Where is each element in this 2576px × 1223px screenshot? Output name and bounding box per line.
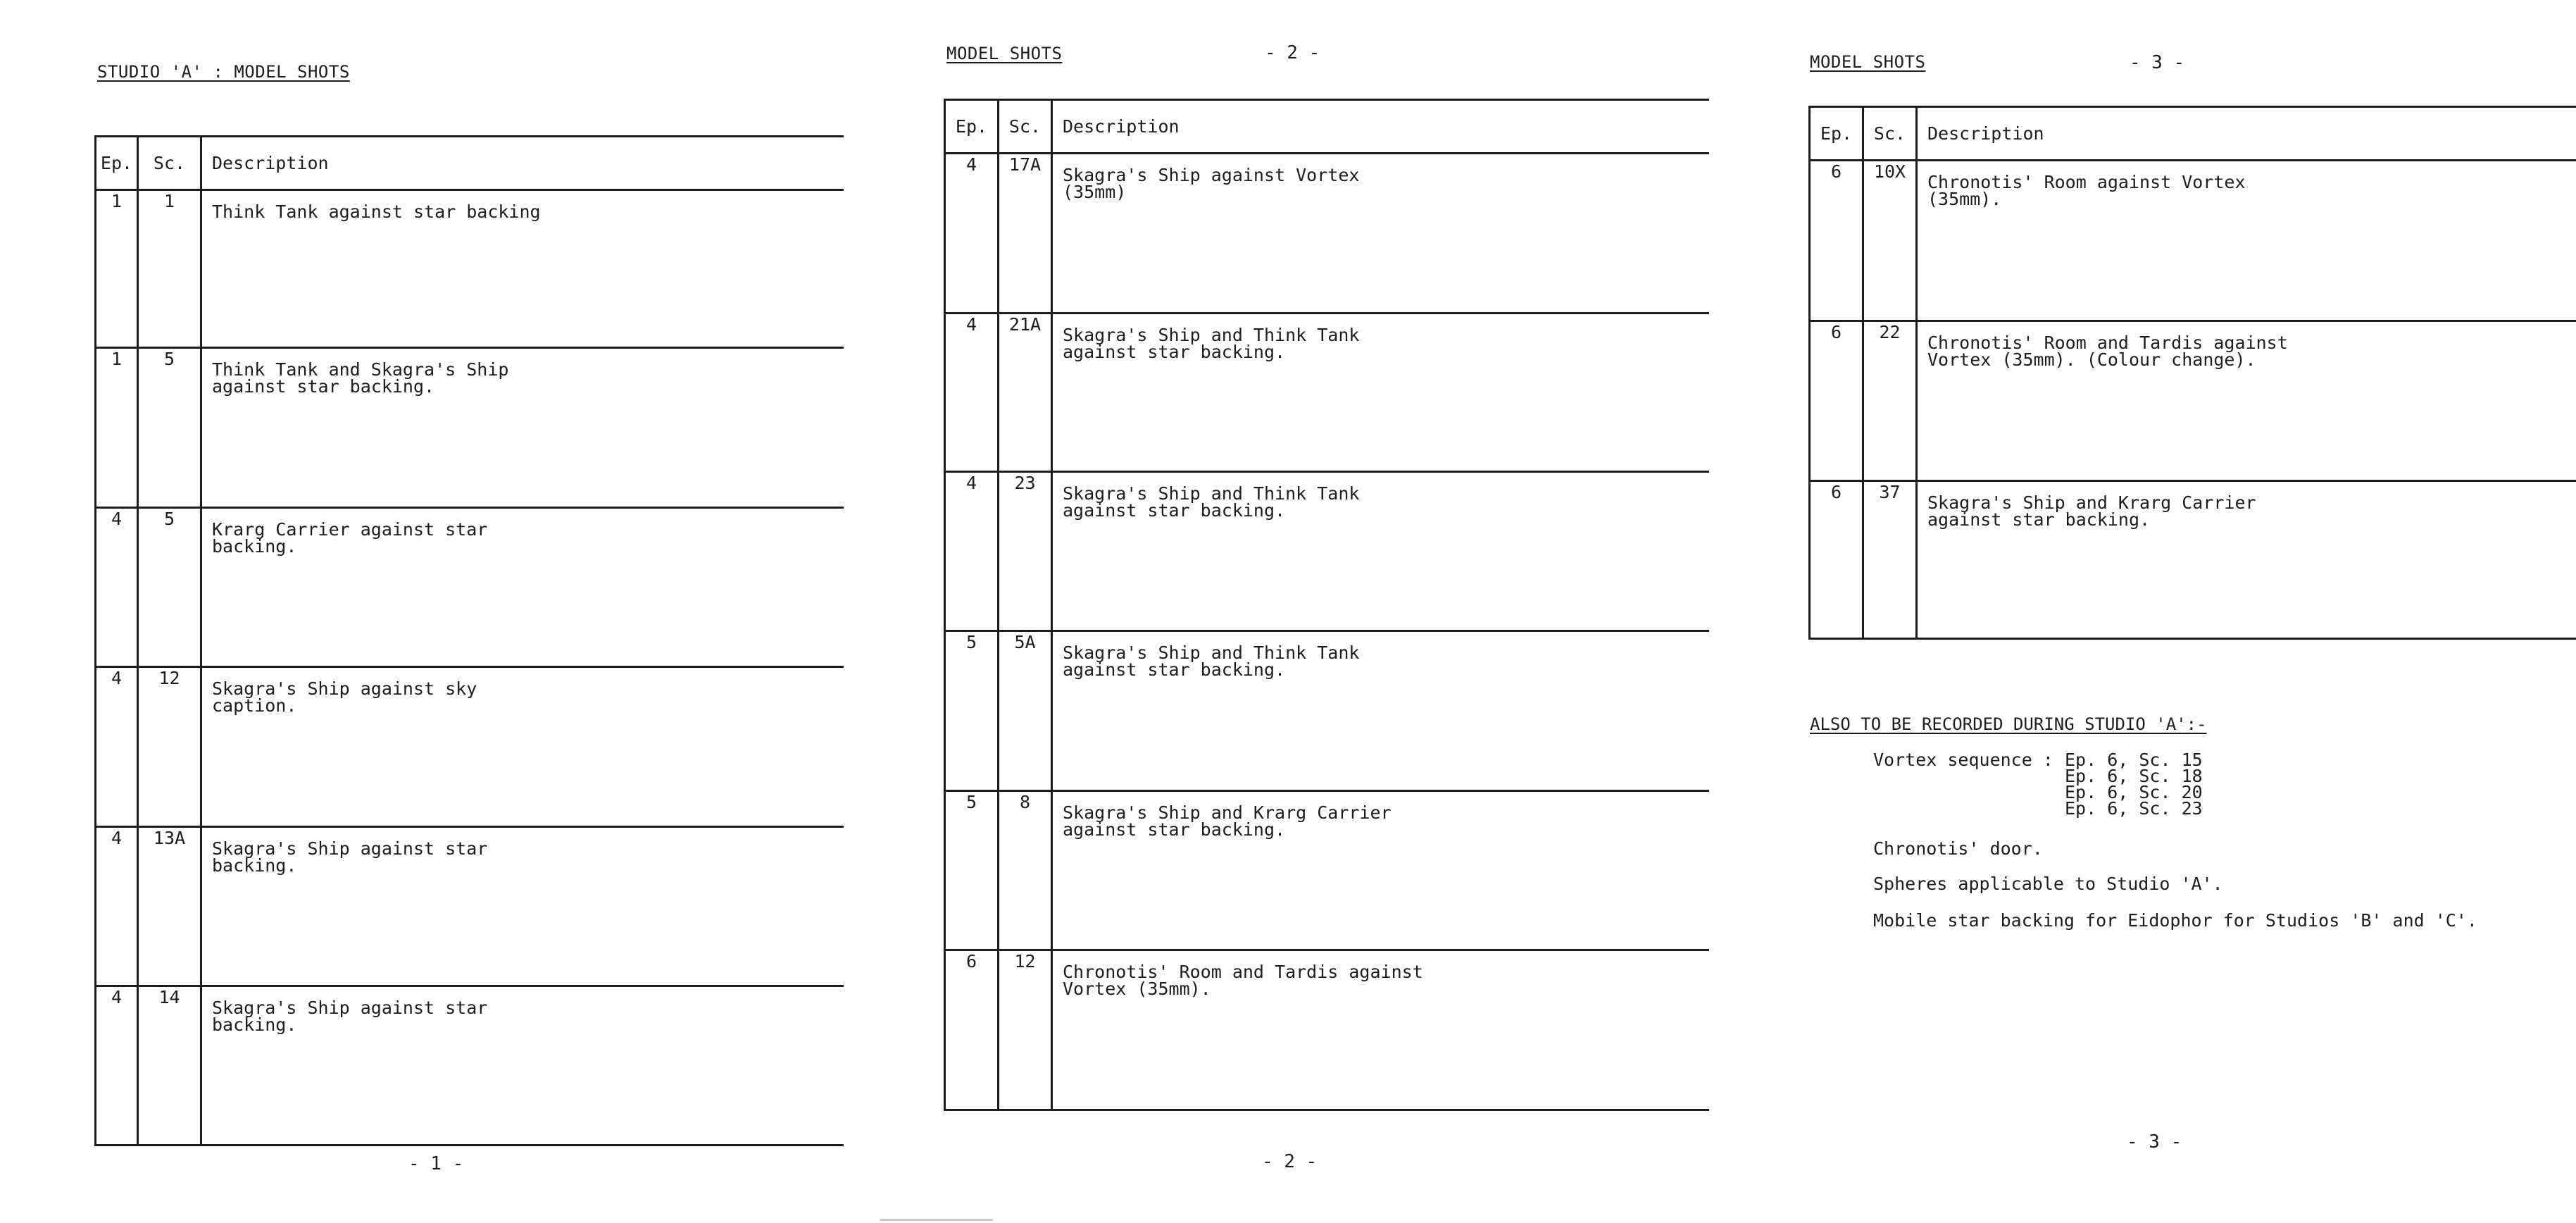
scene-cell: 37 (1863, 481, 1917, 639)
description-cell: Skagra's Ship against star backing. (201, 827, 844, 986)
col-header-description: Description (1917, 107, 2576, 161)
description-cell: Skagra's Ship and Think Tank against star backing. (1052, 631, 1710, 791)
table-row (96, 190, 844, 348)
model-shots-table (944, 99, 1709, 1111)
table-row (945, 154, 1710, 313)
table-row (96, 667, 844, 827)
episode-cell: 4 (96, 986, 138, 1146)
page-number-top: - 3 - (2130, 52, 2185, 73)
model-shots-table (1808, 106, 2576, 640)
page-number-top: - 2 - (1265, 42, 1320, 63)
description-cell: Think Tank and Skagra's Ship against star backing. (201, 348, 844, 508)
table-row (1810, 161, 2576, 321)
description-cell: Skagra's Ship and Krarg Carrier against star backing. (1917, 481, 2576, 639)
description-cell: Skagra's Ship and Think Tank against star backing. (1052, 313, 1710, 472)
description-cell: Chronotis' Room and Tardis against Vortex (35mm). (1052, 950, 1710, 1110)
description-cell: Skagra's Ship against sky caption. (201, 667, 844, 827)
episode-cell: 1 (96, 190, 138, 348)
col-header-sc: Sc. (1863, 107, 1917, 161)
note-item: Mobile star backing for Eidophor for Studios 'B' and 'C'. (1873, 910, 2477, 931)
col-header-description: Description (201, 137, 844, 190)
episode-cell: 4 (96, 827, 138, 986)
description-cell: Skagra's Ship and Think Tank against star backing. (1052, 472, 1710, 631)
scene-cell: 13A (138, 827, 201, 986)
vortex-sequence-item: Ep. 6, Sc. 15 (2065, 750, 2203, 770)
description-cell: Chronotis' Room against Vortex (35mm). (1917, 161, 2576, 321)
description-cell: Krarg Carrier against star backing. (201, 508, 844, 667)
episode-cell: 6 (1810, 481, 1863, 639)
scene-cell: 17A (999, 154, 1052, 313)
episode-cell: 4 (96, 508, 138, 667)
scene-cell: 12 (138, 667, 201, 827)
page-3 (1706, 0, 2576, 1223)
table-row (945, 950, 1710, 1110)
page-number-bottom: - 2 - (1262, 1151, 1318, 1172)
table-row (96, 986, 844, 1146)
table-row (945, 791, 1710, 950)
episode-cell: 4 (945, 154, 999, 313)
page-heading: MODEL SHOTS (946, 44, 1063, 63)
table-header-row (945, 100, 1710, 154)
scene-cell: 5 (138, 508, 201, 667)
description-cell: Chronotis' Room and Tardis against Vortex (35mm). (Colour change). (1917, 321, 2576, 481)
table-row (945, 313, 1710, 472)
episode-cell: 6 (945, 950, 999, 1110)
table-row (945, 631, 1710, 791)
vortex-sequence-item: Ep. 6, Sc. 18 (2065, 766, 2203, 786)
scene-cell: 1 (138, 190, 201, 348)
scene-cell: 5A (999, 631, 1052, 791)
scene-cell: 12 (999, 950, 1052, 1110)
scene-cell: 21A (999, 313, 1052, 472)
col-header-ep: Ep. (1810, 107, 1863, 161)
col-header-sc: Sc. (138, 137, 201, 190)
note-item: Chronotis' door. (1873, 838, 2043, 859)
episode-cell: 5 (945, 631, 999, 791)
vortex-sequence-item: Ep. 6, Sc. 20 (2065, 782, 2203, 802)
model-shots-table (94, 135, 844, 1146)
col-header-description: Description (1052, 100, 1710, 154)
scene-cell: 10X (1863, 161, 1917, 321)
description-cell: Skagra's Ship and Krarg Carrier against star backing. (1052, 791, 1710, 950)
page-2 (852, 0, 1706, 1223)
page-number-bottom: - 3 - (2127, 1131, 2182, 1153)
vortex-sequence-item: Ep. 6, Sc. 23 (2065, 798, 2203, 819)
vortex-sequence-label: Vortex sequence : (1873, 750, 2064, 770)
description-cell: Think Tank against star backing (201, 190, 844, 348)
note-item: Spheres applicable to Studio 'A'. (1873, 874, 2223, 894)
col-header-ep: Ep. (96, 137, 138, 190)
table-row (1810, 321, 2576, 481)
episode-cell: 4 (945, 313, 999, 472)
episode-cell: 6 (1810, 161, 1863, 321)
scene-cell: 23 (999, 472, 1052, 631)
page-1 (0, 0, 852, 1223)
scene-cell: 14 (138, 986, 201, 1146)
episode-cell: 4 (945, 472, 999, 631)
col-header-sc: Sc. (999, 100, 1052, 154)
scene-cell: 22 (1863, 321, 1917, 481)
episode-cell: 6 (1810, 321, 1863, 481)
table-row (96, 827, 844, 986)
description-cell: Skagra's Ship against star backing. (201, 986, 844, 1146)
scene-cell: 8 (999, 791, 1052, 950)
table-header-row (96, 137, 844, 190)
table-row (945, 472, 1710, 631)
table-row (96, 508, 844, 667)
also-recorded-heading: ALSO TO BE RECORDED DURING STUDIO 'A':- (1810, 714, 2207, 734)
page-heading: MODEL SHOTS (1810, 52, 1926, 72)
table-row (96, 348, 844, 508)
scan-artifact (880, 1219, 993, 1221)
episode-cell: 4 (96, 667, 138, 827)
table-row (1810, 481, 2576, 639)
description-cell: Skagra's Ship against Vortex (35mm) (1052, 154, 1710, 313)
page-number-bottom: - 1 - (408, 1153, 464, 1174)
episode-cell: 5 (945, 791, 999, 950)
episode-cell: 1 (96, 348, 138, 508)
page-heading: STUDIO 'A' : MODEL SHOTS (97, 62, 350, 82)
scene-cell: 5 (138, 348, 201, 508)
table-header-row (1810, 107, 2576, 161)
col-header-ep: Ep. (945, 100, 999, 154)
